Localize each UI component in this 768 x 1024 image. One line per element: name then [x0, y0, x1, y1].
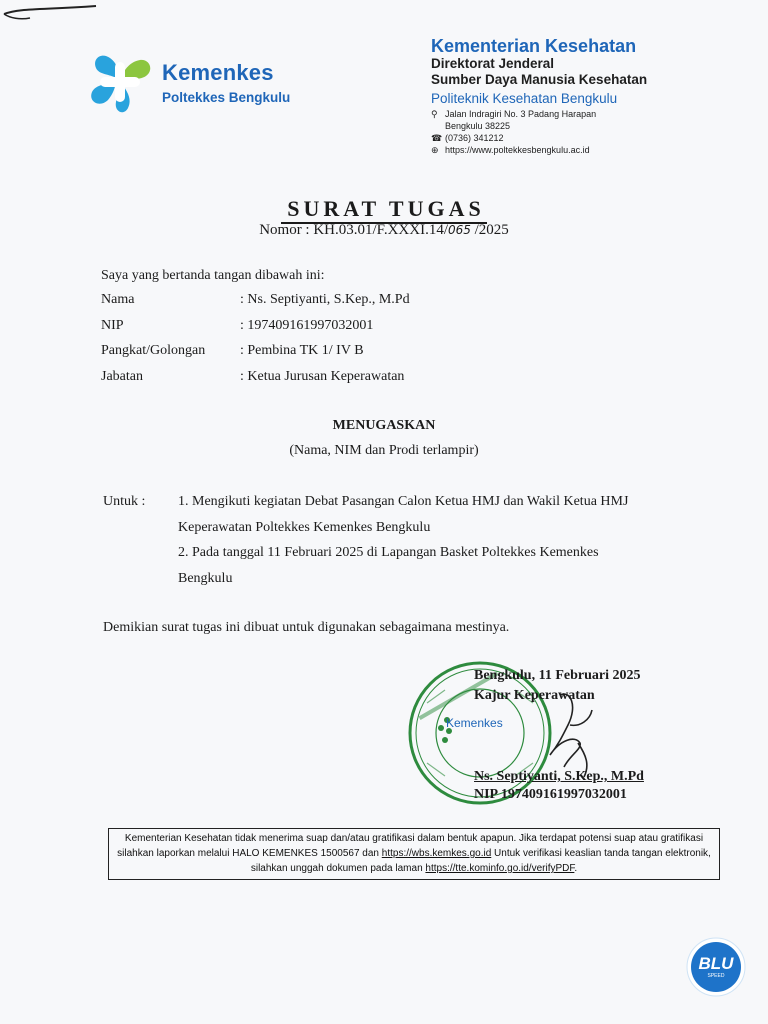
website-line	[431, 144, 751, 156]
website-link[interactable]: https://www.poltekkesbengkulu.ac.id	[445, 145, 590, 155]
logo-subtitle: Poltekkes Bengkulu	[162, 90, 291, 105]
ministry-name: Kementerian Kesehatan	[431, 36, 637, 56]
phone-line: ☎ (0736) 341212	[431, 133, 504, 143]
blu-text: BLU	[698, 954, 734, 973]
untuk-label: Untuk :	[103, 494, 146, 509]
directorate-line-2: Sumber Daya Manusia Kesehatan	[431, 72, 648, 87]
signatory-nip: NIP 197409161997032001	[474, 787, 627, 802]
pen-mark-decoration	[0, 0, 100, 30]
signatory-name: Ns. Septiyanti, S.Kep., M.Pd	[474, 769, 644, 784]
institution-name: Politeknik Kesehatan Bengkulu	[431, 91, 618, 106]
stamp-label: Kemenkes	[446, 716, 503, 730]
blu-badge	[686, 937, 746, 997]
task-item: 1. Mengikuti kegiatan Debat Pasangan Calon Ketua HMJ dan Wakil Ketua HMJ Keperawatan Poltekkes Kemenkes Bengkulu	[178, 494, 629, 535]
letterhead-info	[431, 36, 751, 156]
closing-text: Demikian surat tugas ini dibuat untuk digunakan sebagaimana mestinya.	[103, 620, 510, 635]
kemenkes-logo	[88, 48, 318, 118]
anti-bribery-disclaimer: Kementerian Kesehatan tidak menerima suap dan/atau gratifikasi dalam bentuk apapun. Jika terdapat potensi suap atau gratifikasi silahkan laporkan melalui HALO KEMENKES 1500567 dan https://wbs.kemkes.go.id Untuk verifikasi keaslian tanda tangan elektronik, silahkan unggah dokumen pada laman https://tte.kominfo.go.id/verifyPDF.	[108, 828, 720, 880]
signature-role: Kajur Keperawatan	[474, 688, 595, 703]
kemenkes-logo-icon	[88, 48, 158, 118]
phone-icon: ☎	[431, 133, 443, 143]
blu-subtext: SPEED	[707, 973, 725, 979]
attachment-note: (Nama, NIM dan Prodi terlampir)	[289, 443, 479, 458]
task-item: 2. Pada tanggal 11 Februari 2025 di Lapangan Basket Poltekkes Kemenkes Bengkulu	[178, 545, 599, 586]
wbs-link[interactable]: https://wbs.kemkes.go.id	[381, 848, 492, 859]
globe-icon: ⊕	[431, 145, 439, 155]
address-line-2: Bengkulu 38225	[445, 121, 511, 131]
address-line: ⚲ Jalan Indragiri No. 3 Padang Harapan	[431, 109, 597, 119]
document-number: Nomor : KH.03.01/F.XXXI.14/065 /2025	[259, 222, 509, 238]
location-pin-icon: ⚲	[431, 109, 438, 119]
directorate-line-1: Direktorat Jenderal	[431, 56, 555, 71]
signature-place-date: Bengkulu, 11 Februari 2025	[474, 668, 641, 683]
handwritten-number: 065	[447, 223, 471, 237]
logo-name: Kemenkes	[162, 60, 274, 85]
tte-verify-link[interactable]: https://tte.kominfo.go.id/verifyPDF	[425, 863, 575, 874]
document-title: SURAT TUGAS	[0, 196, 768, 222]
intro-text: Saya yang bertanda tangan dibawah ini:	[101, 268, 325, 283]
section-heading: MENUGASKAN	[332, 418, 436, 433]
